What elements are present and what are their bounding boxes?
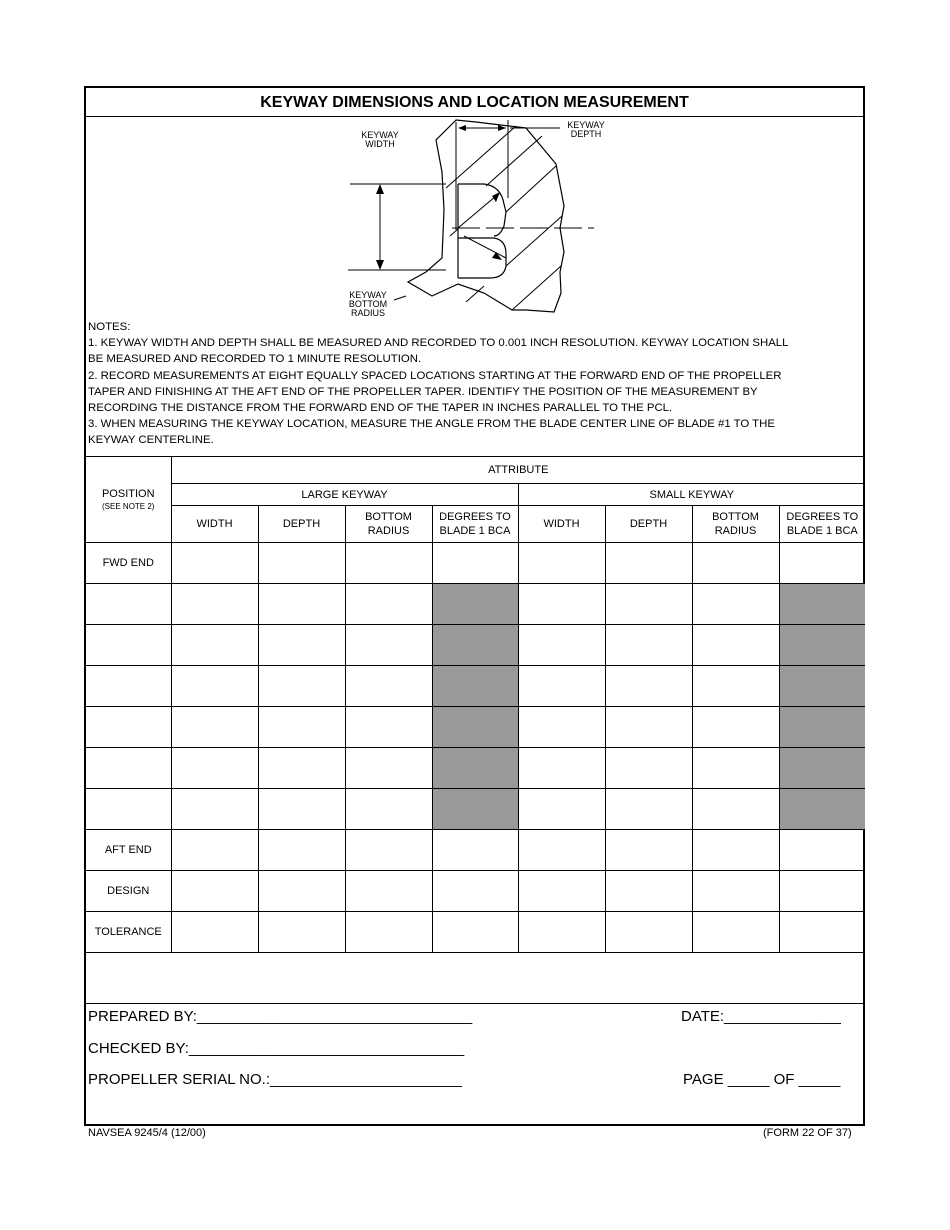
- position-note: (SEE NOTE 2): [102, 501, 155, 511]
- measurement-cell[interactable]: [432, 830, 518, 871]
- measurement-cell: [432, 748, 518, 789]
- measurement-cell[interactable]: [345, 707, 432, 748]
- measurement-cell[interactable]: [605, 912, 692, 953]
- serial-no-field[interactable]: PROPELLER SERIAL NO.:_______________________: [88, 1071, 462, 1088]
- table-row: [86, 830, 865, 871]
- note-line: 2. RECORD MEASUREMENTS AT EIGHT EQUALLY SPACED LOCATIONS STARTING AT THE FORWARD END OF THE PROPELLER: [88, 369, 782, 382]
- measurement-cell[interactable]: [258, 625, 345, 666]
- measurement-cell: [779, 666, 865, 707]
- notes-section: [88, 319, 860, 449]
- measurement-cell[interactable]: [605, 830, 692, 871]
- measurement-cell[interactable]: [605, 871, 692, 912]
- measurement-cell[interactable]: [345, 625, 432, 666]
- measurement-cell[interactable]: [345, 666, 432, 707]
- note-line: TAPER AND FINISHING AT THE AFT END OF THE PROPELLER TAPER. IDENTIFY THE POSITION OF THE MEASUREMENT BY: [88, 385, 758, 398]
- measurement-cell[interactable]: [605, 789, 692, 830]
- column-header-4: WIDTH: [518, 506, 605, 543]
- measurement-cell: [432, 584, 518, 625]
- attribute-header: ATTRIBUTE: [171, 457, 865, 484]
- measurement-cell[interactable]: [518, 543, 605, 584]
- keyway-depth-label-line2: DEPTH: [570, 129, 602, 139]
- measurement-cell[interactable]: [605, 707, 692, 748]
- measurement-cell[interactable]: [345, 789, 432, 830]
- notes-heading: NOTES:: [88, 321, 131, 333]
- measurement-cell[interactable]: [258, 871, 345, 912]
- measurement-cell[interactable]: [171, 625, 258, 666]
- form-frame: [84, 86, 865, 1126]
- measurement-cell[interactable]: [258, 543, 345, 584]
- form-id: NAVSEA 9245/4 (12/00): [88, 1127, 206, 1139]
- keyway-width-label-line2: WIDTH: [365, 139, 395, 149]
- measurement-cell[interactable]: [258, 666, 345, 707]
- measurement-cell[interactable]: [605, 584, 692, 625]
- keyway-depth-label-line1: KEYWAY: [567, 120, 605, 130]
- measurement-cell[interactable]: [605, 666, 692, 707]
- measurement-cell[interactable]: [605, 625, 692, 666]
- measurement-cell[interactable]: [258, 830, 345, 871]
- column-header-7: DEGREES TO BLADE 1 BCA: [779, 506, 865, 543]
- form-title: KEYWAY DIMENSIONS AND LOCATION MEASUREMENT: [86, 88, 863, 117]
- measurement-cell: [779, 707, 865, 748]
- measurement-cell[interactable]: [171, 543, 258, 584]
- measurement-cell: [779, 584, 865, 625]
- measurement-cell[interactable]: [518, 830, 605, 871]
- note-line: RECORDING THE DISTANCE FROM THE FORWARD END OF THE TAPER IN INCHES PARALLEL TO THE PCL.: [88, 402, 673, 415]
- small-keyway-header: SMALL KEYWAY: [518, 484, 865, 506]
- row-position-cell[interactable]: [86, 748, 171, 789]
- measurement-cell[interactable]: [171, 666, 258, 707]
- measurement-cell[interactable]: [171, 912, 258, 953]
- measurement-cell[interactable]: [518, 707, 605, 748]
- measurement-cell[interactable]: [258, 748, 345, 789]
- measurement-cell: [432, 707, 518, 748]
- measurement-cell[interactable]: [258, 584, 345, 625]
- measurement-cell[interactable]: [518, 748, 605, 789]
- row-position-cell[interactable]: [86, 666, 171, 707]
- checked-by-field[interactable]: CHECKED BY:_________________________________: [88, 1040, 465, 1057]
- measurement-cell[interactable]: [779, 543, 865, 584]
- column-header-5: DEPTH: [605, 506, 692, 543]
- measurement-cell[interactable]: [605, 748, 692, 789]
- measurement-cell[interactable]: [692, 871, 779, 912]
- measurement-cell: [779, 625, 865, 666]
- measurement-cell[interactable]: [779, 871, 865, 912]
- table-row: [86, 789, 865, 830]
- measurement-cell: [432, 789, 518, 830]
- position-header-cell: [86, 457, 171, 543]
- bottom-radius-label-line3: RADIUS: [350, 308, 386, 318]
- table-row: [86, 625, 865, 666]
- measurement-cell: [432, 625, 518, 666]
- measurement-cell[interactable]: [345, 543, 432, 584]
- bottom-radius-label-line1: KEYWAY: [349, 290, 387, 300]
- measurement-cell[interactable]: [692, 584, 779, 625]
- row-position-cell[interactable]: [86, 584, 171, 625]
- measurement-cell[interactable]: [779, 830, 865, 871]
- table-row: [86, 543, 865, 584]
- measurement-cell[interactable]: [171, 707, 258, 748]
- measurement-cell[interactable]: [518, 789, 605, 830]
- measurement-cell[interactable]: [692, 748, 779, 789]
- measurement-cell[interactable]: [779, 912, 865, 953]
- measurement-cell[interactable]: [258, 912, 345, 953]
- measurement-cell[interactable]: [692, 707, 779, 748]
- row-position-cell: TOLERANCE: [86, 912, 171, 953]
- measurement-cell: [779, 789, 865, 830]
- prepared-by-field[interactable]: PREPARED BY:_________________________________: [88, 1008, 473, 1025]
- measurement-cell[interactable]: [432, 912, 518, 953]
- measurement-cell[interactable]: [692, 912, 779, 953]
- keyway-width-label-line1: KEYWAY: [361, 130, 399, 140]
- measurement-cell[interactable]: [432, 543, 518, 584]
- remarks-cell[interactable]: [86, 953, 865, 1004]
- note-line: BE MEASURED AND RECORDED TO 1 MINUTE RESOLUTION.: [88, 353, 422, 366]
- table-row: [86, 912, 865, 953]
- measurement-cell[interactable]: [692, 543, 779, 584]
- column-header-6: BOTTOM RADIUS: [692, 506, 779, 543]
- measurement-cell[interactable]: [518, 912, 605, 953]
- hub-section-outline: [408, 120, 564, 312]
- measurement-cell[interactable]: [518, 584, 605, 625]
- measurement-cell[interactable]: [345, 912, 432, 953]
- measurement-cell[interactable]: [171, 748, 258, 789]
- measurement-cell[interactable]: [692, 789, 779, 830]
- date-field[interactable]: DATE:______________: [681, 1008, 841, 1025]
- form-number: (FORM 22 OF 37): [763, 1127, 852, 1139]
- page-of-field[interactable]: PAGE _____ OF _____: [683, 1071, 841, 1088]
- measurement-cell[interactable]: [258, 789, 345, 830]
- table-row: [86, 584, 865, 625]
- measurement-cell[interactable]: [518, 625, 605, 666]
- measurement-cell[interactable]: [171, 830, 258, 871]
- measurement-cell[interactable]: [258, 707, 345, 748]
- measurement-cell[interactable]: [605, 543, 692, 584]
- row-position-cell[interactable]: [86, 789, 171, 830]
- measurement-cell[interactable]: [345, 584, 432, 625]
- note-line: 3. WHEN MEASURING THE KEYWAY LOCATION, MEASURE THE ANGLE FROM THE BLADE CENTER LINE OF BLADE #1 TO THE: [88, 418, 775, 431]
- measurement-cell[interactable]: [518, 666, 605, 707]
- table-row: [86, 666, 865, 707]
- measurement-cell[interactable]: [432, 871, 518, 912]
- column-header-0: WIDTH: [171, 506, 258, 543]
- table-row: [86, 748, 865, 789]
- section-hatching: [446, 126, 562, 310]
- measurement-cell[interactable]: [171, 871, 258, 912]
- measurement-cell[interactable]: [692, 666, 779, 707]
- row-position-cell: FWD END: [86, 543, 171, 584]
- column-header-2: BOTTOM RADIUS: [345, 506, 432, 543]
- measurement-cell[interactable]: [171, 789, 258, 830]
- measurement-cell[interactable]: [692, 830, 779, 871]
- measurement-cell[interactable]: [345, 830, 432, 871]
- measurement-cell[interactable]: [518, 871, 605, 912]
- measurement-cell[interactable]: [171, 584, 258, 625]
- column-header-3: DEGREES TO BLADE 1 BCA: [432, 506, 518, 543]
- measurement-cell: [432, 666, 518, 707]
- measurement-table: [86, 456, 865, 1004]
- note-line: KEYWAY CENTERLINE.: [88, 434, 214, 447]
- measurement-cell[interactable]: [692, 625, 779, 666]
- position-header: POSITION: [101, 487, 155, 500]
- column-header-1: DEPTH: [258, 506, 345, 543]
- measurement-cell[interactable]: [345, 871, 432, 912]
- table-row: [86, 707, 865, 748]
- measurement-cell: [779, 748, 865, 789]
- row-position-cell: AFT END: [86, 830, 171, 871]
- large-keyway-header: LARGE KEYWAY: [171, 484, 518, 506]
- row-position-cell: DESIGN: [86, 871, 171, 912]
- bottom-radius-label-line2: BOTTOM: [348, 299, 388, 309]
- note-line: 1. KEYWAY WIDTH AND DEPTH SHALL BE MEASURED AND RECORDED TO 0.001 INCH RESOLUTION. KEYWAY LOCATION SHALL: [88, 337, 789, 350]
- table-row: [86, 871, 865, 912]
- measurement-cell[interactable]: [345, 748, 432, 789]
- row-position-cell[interactable]: [86, 707, 171, 748]
- row-position-cell[interactable]: [86, 625, 171, 666]
